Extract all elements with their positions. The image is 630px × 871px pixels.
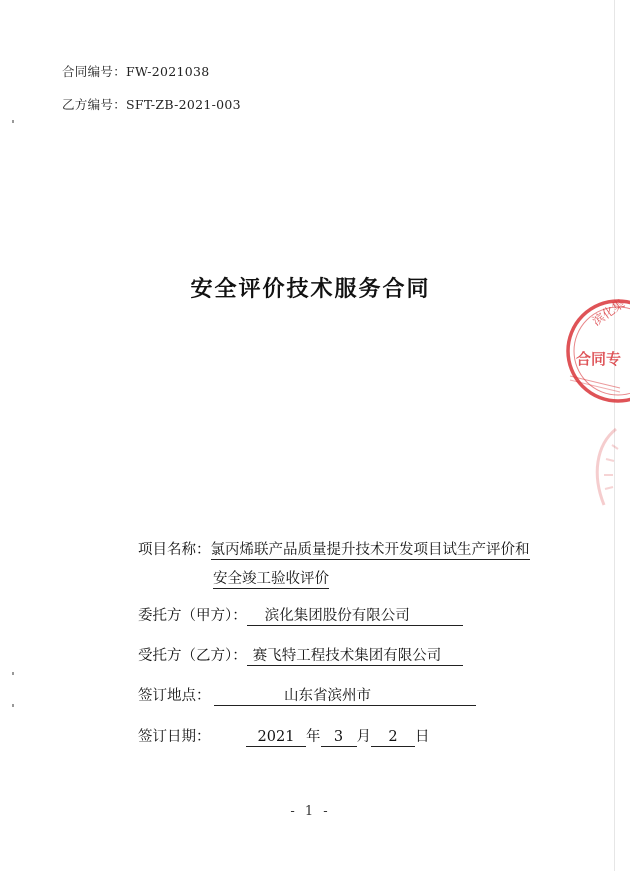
- scan-speck: [12, 704, 14, 707]
- contractor-row: [138, 644, 463, 666]
- client-row: [138, 604, 463, 626]
- signing-place-label: 签订地点：: [138, 688, 211, 704]
- client-value: 滨化集团股份有限公司: [247, 607, 463, 626]
- client-label: 委托方（甲方）：: [138, 608, 247, 624]
- contractor-value: 赛飞特工程技术集团有限公司: [247, 647, 463, 666]
- project-name-value-line1: 氯丙烯联产品质量提升技术开发项目试生产评价和: [211, 541, 530, 560]
- seal-text-top: 滨化集: [589, 296, 628, 329]
- date-month-unit: 月: [356, 729, 371, 745]
- signing-date-row: [138, 725, 430, 747]
- faint-seal-mark: [586, 425, 626, 525]
- scan-speck: [12, 120, 14, 123]
- partyb-number-label: 乙方编号：: [62, 97, 127, 112]
- seal-graphic: [560, 296, 630, 406]
- signing-date-label: 签订日期：: [138, 729, 211, 745]
- signing-place-row: [138, 684, 476, 706]
- contract-number-value: FW-2021038: [126, 64, 210, 79]
- date-year-unit: 年: [306, 729, 321, 745]
- contract-number-line: [62, 62, 210, 80]
- page-number: - 1 -: [290, 804, 331, 819]
- faint-seal-graphic: [586, 425, 626, 525]
- date-month-value: 3: [321, 728, 357, 747]
- partyb-number-value: SFT-ZB-2021-003: [126, 97, 241, 112]
- signing-place-value: 山东省滨州市: [214, 687, 476, 706]
- date-day-unit: 日: [415, 729, 430, 745]
- project-name-row: [138, 538, 530, 560]
- project-name-row-2: [213, 570, 329, 589]
- contract-number-label: 合同编号：: [62, 64, 127, 79]
- project-name-label: 项目名称：: [138, 542, 211, 558]
- partyb-number-line: [62, 95, 241, 113]
- contractor-label: 受托方（乙方）：: [138, 648, 247, 664]
- date-day-value: 2: [371, 728, 415, 747]
- company-seal: [560, 296, 630, 406]
- date-year-value: 2021: [246, 728, 306, 747]
- seal-text-center: 合同专: [576, 350, 622, 368]
- document-title: 安全评价技术服务合同: [190, 277, 431, 302]
- scan-speck: [12, 672, 14, 675]
- project-name-value-line2: 安全竣工验收评价: [213, 570, 329, 589]
